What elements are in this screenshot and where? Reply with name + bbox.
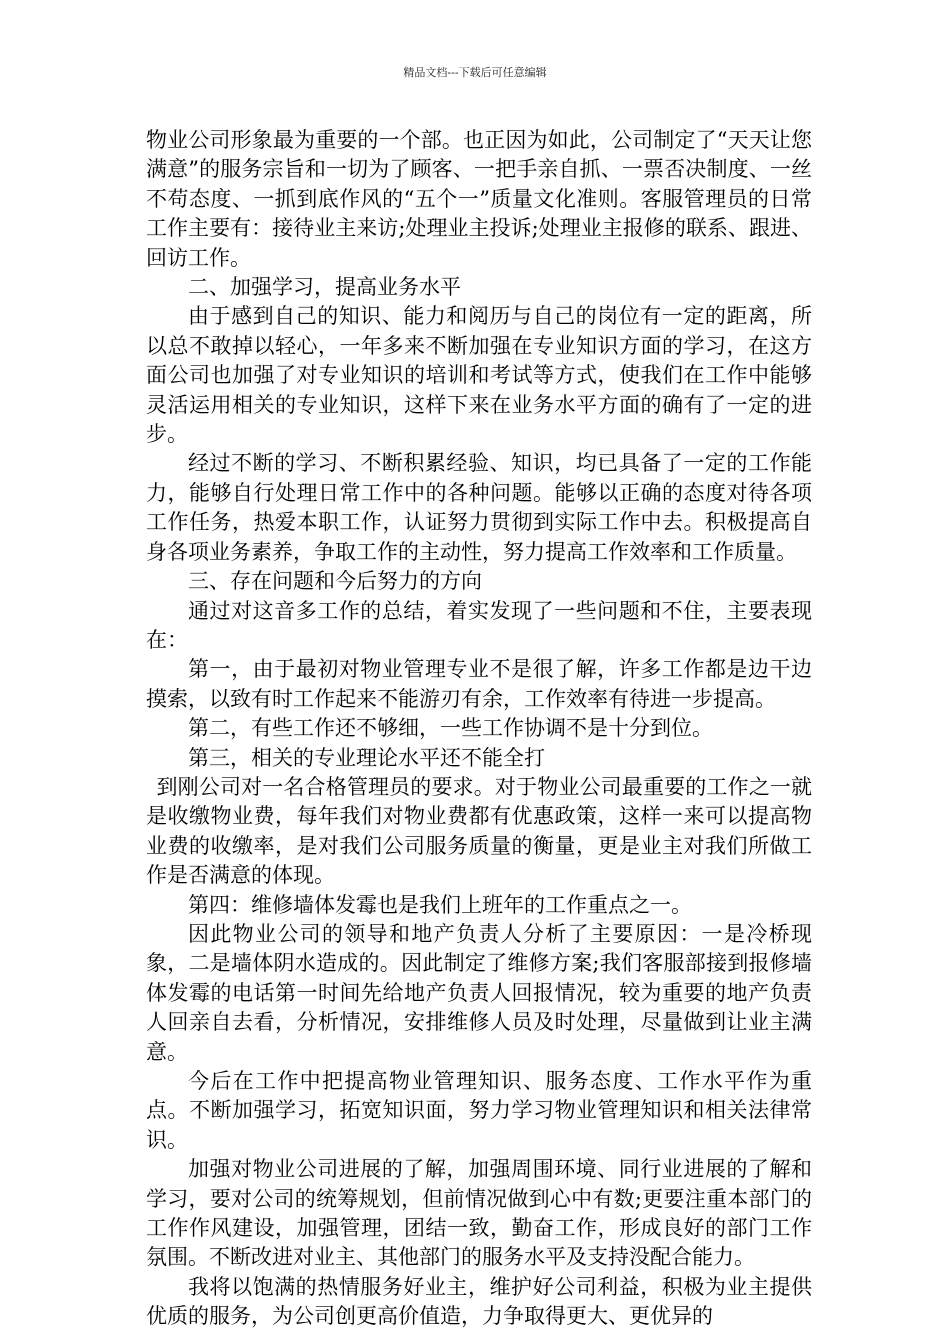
paragraph-commitment: 我将以饱满的热情服务好业主，维护好公司利益，积极为业主提供优质的服务，为公司创更高价值造，力争取得更大、更优异的 (146, 1274, 812, 1329)
paragraph-learning: 由于感到自己的知识、能力和阅历与自己的岗位有一定的距离，所以总不敢掉以轻心，一年多来不断加强在专业知识方面的学习，在这方面公司也加强了对专业知识的培训和考试等方式，使我们在工作中能够灵活运用相关的专业知识，这样下来在业务水平方面的确有了一定的进步。 (146, 304, 812, 447)
paragraph-problem-4: 第四：维修墙体发霉也是我们上班年的工作重点之一。 (188, 892, 692, 917)
paragraph-problem-3: 第三，相关的专业理论水平还不能全打 (188, 745, 545, 770)
paragraph-problem-1: 第一，由于最初对物业管理专业不是很了解，许多工作都是边干边摸索，以致有时工作起来不能游刃有余，工作效率有待进一步提高。 (146, 657, 812, 711)
paragraph-problem-2: 第二，有些工作还不够细，一些工作协调不是十分到位。 (188, 716, 713, 741)
heading-section-3: 三、存在问题和今后努力的方向 (188, 569, 482, 594)
paragraph-company-image: 物业公司形象最为重要的一个部。也正因为如此，公司制定了“天天让您满意”的服务宗旨和一切为了顾客、一把手亲自抓、一票否决制度、一丝不苟态度、一抓到底作风的“五个一”质量文化准则。客服管理员的日常工作主要有：接待业主来访;处理业主投诉;处理业主报修的联系、跟进、回访工作。 (146, 128, 812, 270)
page-header: 精品文档---下载后可任意编辑 (403, 66, 547, 79)
paragraph-department: 加强对物业公司进展的了解，加强周围环境、同行业进展的了解和学习，要对公司的统筹规划，但前情况做到心中有数;更要注重本部门的工作作风建设，加强管理，团结一致，勤奋工作，形成良好的部门工作氛围。不断改进对业主、其他部门的服务水平及支持没配合能力。 (146, 1157, 812, 1270)
paragraph-problems-intro: 通过对这音多工作的总结，着实发现了一些问题和不住，主要表现在： (146, 598, 812, 652)
heading-section-2: 二、加强学习，提高业务水平 (188, 275, 461, 300)
document-body (146, 126, 812, 1332)
paragraph-mold-repair: 因此物业公司的领导和地产负责人分析了主要原因：一是冷桥现象，二是墙体阴水造成的。因此制定了维修方案;我们客服部接到报修墙体发霉的电话第一时间先给地产负责人回报情况，较为重要的地产负责人回亲自去看，分析情况，安排维修人员及时处理，尽量做到让业主满意。 (146, 921, 812, 1064)
paragraph-fee-collection: 到刚公司对一名合格管理员的要求。对于物业公司最重要的工作之一就是收缴物业费，每年我们对物业费都有优惠政策，这样一来可以提高物业费的收缴率，是对我们公司服务质量的衡量，更是业主对我们所做工作是否满意的体现。 (146, 774, 812, 888)
paragraph-ability: 经过不断的学习、不断积累经验、知识，均已具备了一定的工作能力，能够自行处理日常工作中的各种问题。能够以正确的态度对待各项工作任务，热爱本职工作，认证努力贯彻到实际工作中去。积极提高自身各项业务素养，争取工作的主动性，努力提高工作效率和工作质量。 (146, 451, 812, 564)
paragraph-future-focus: 今后在工作中把提高物业管理知识、服务态度、工作水平作为重点。不断加强学习，拓宽知识面，努力学习物业管理知识和相关法律常识。 (146, 1069, 812, 1152)
